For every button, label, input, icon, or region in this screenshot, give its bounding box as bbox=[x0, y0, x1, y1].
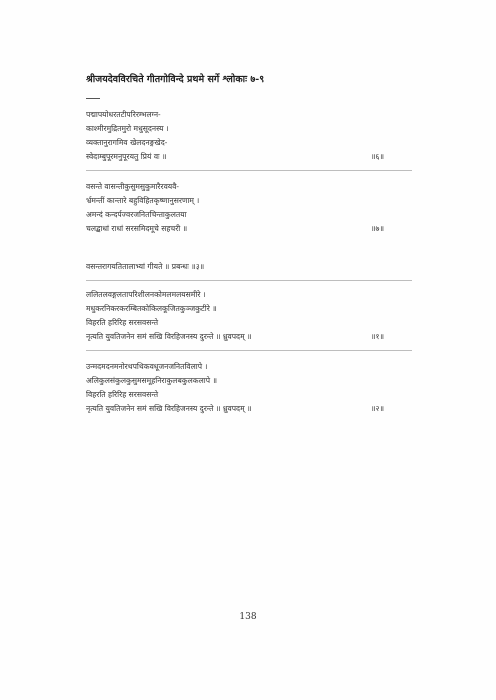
verse6-line-1: पद्मापयोधरतटीपरिरम्भलग्न- bbox=[86, 110, 161, 119]
verse7-line-2: र्भ्रमन्तीं कान्तारे बहुविहितकृष्णानुसरणाम् । bbox=[86, 196, 200, 205]
verse8-number: ॥१॥ bbox=[370, 332, 384, 341]
verse9-line-2: अलिकुलसंकुलकुसुमसमूहनिराकुलबकुलकलापे ॥ bbox=[86, 376, 217, 385]
verse7-line-3: अमन्दं कन्दर्पज्वरजनितचिन्ताकुलतया bbox=[86, 210, 187, 219]
verse6-line-3: व्यक्तानुरागमिव खेलदनङ्गखेद- bbox=[86, 138, 168, 147]
prabandha-heading: वसन्तरागयतितालाभ्यां गीयते ॥ प्रबन्धः ॥३॥ bbox=[86, 262, 205, 271]
verse9-line-4: नृत्यति युवतिजनेन समं सखि विरहिजनस्य दुरन्ते ॥ ध्रुवपदम् ॥ bbox=[86, 404, 252, 413]
page-number: 138 bbox=[239, 612, 257, 622]
verse-separator bbox=[86, 350, 412, 351]
chapter-heading: श्रीजयदेवविरचिते गीतगोविन्दे प्रथमे सर्गे श्लोकाः ७-९ bbox=[86, 74, 265, 85]
verse6-line-4: स्वेदाम्बुपूरमनुपूरयतु प्रियं वः ॥ bbox=[86, 152, 167, 161]
verse7-line-4: चलद्बाधां राधां सरसमिदमूचे सहचरी ॥ bbox=[86, 224, 188, 233]
verse6-number: ॥६॥ bbox=[370, 152, 384, 161]
heading-underline bbox=[86, 98, 100, 99]
verse9-number: ॥२॥ bbox=[370, 404, 384, 413]
verse-separator bbox=[86, 280, 412, 281]
verse8-line-3: विहरति हरिरिह सरसवसन्ते bbox=[86, 318, 159, 327]
verse6-line-2: काश्मीरमुद्रितमुरो मधुसूदनस्य । bbox=[86, 124, 169, 133]
verse8-line-1: ललितलवङ्गलतापरिशीलनकोमलमलयसमीरे । bbox=[86, 290, 206, 299]
verse9-line-3: विहरति हरिरिह सरसवसन्ते bbox=[86, 390, 159, 399]
verse8-line-2: मधुकरनिकरकरम्बितकोकिलकूजितकुञ्जकुटीरे ॥ bbox=[86, 304, 217, 313]
verse9-line-1: उन्मदमदनमनोरथपथिकवधूजनजनितविलापे । bbox=[86, 362, 208, 371]
verse8-line-4: नृत्यति युवतिजनेन समं सखि विरहिजनस्य दुरन्ते ॥ ध्रुवपदम् ॥ bbox=[86, 332, 252, 341]
verse-separator bbox=[86, 170, 412, 171]
verse7-line-1: वसन्ते वासन्तीकुसुमसुकुमारैरवयवै- bbox=[86, 182, 179, 191]
verse7-number: ॥७॥ bbox=[370, 224, 384, 233]
